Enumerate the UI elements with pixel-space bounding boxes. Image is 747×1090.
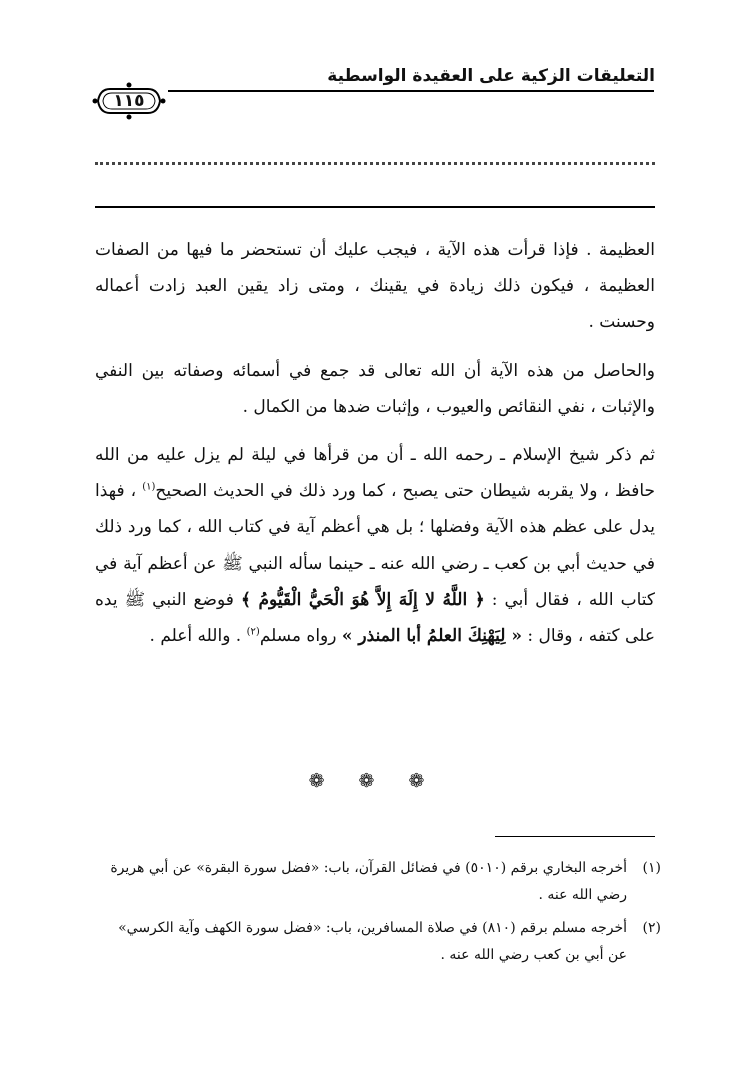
paragraph-3-part-e: . والله أعلم .	[149, 626, 242, 647]
main-text	[95, 232, 655, 654]
paragraph-2: والحاصل من هذه الآية أن الله تعالى قد جمع في أسمائه وصفاته بين النفي والإثبات ، نفي النقائص والعيوب ، وإثبات ضدها من الكمال .	[95, 360, 655, 417]
body-top-rule	[95, 206, 655, 208]
footnotes	[95, 855, 661, 975]
footnote-text: أخرجه البخاري برقم (٥٠١٠) في فضائل القرآن، باب: «فضل سورة البقرة» عن أبي هريرة رضي الله عنه .	[110, 860, 627, 903]
paragraph-3	[95, 437, 655, 654]
footnote-2	[95, 915, 661, 969]
book-title: التعليقات الزكية على العقيدة الواسطية	[327, 66, 655, 86]
page-number-badge	[92, 79, 166, 123]
footnote-rule	[495, 836, 655, 837]
paragraph-3-part-b: ، فهذا يدل على عظم هذه الآية وفضلها ؛ بل هي أعظم آية في كتاب الله ، كما ورد ذلك في حديث أبي بن كعب ـ رضي الله عنه ـ حينما سأله النبي ﷺ عن أعظم آية في كتاب الله ، فقال أبي :	[95, 481, 656, 610]
section-divider-icon: ❁ ❁ ❁	[308, 770, 439, 792]
footnote-ref-1[interactable]: (١)	[142, 481, 156, 493]
footnote-ref-2[interactable]: (٢)	[246, 626, 260, 638]
hadith-quote: « لِيَهْنِكَ العلمُ أبا المنذر »	[341, 626, 523, 647]
dotted-separator	[95, 162, 655, 165]
paragraph-3-part-a: ثم ذكر شيخ الإسلام ـ رحمه الله ـ أن من قرأها في ليلة لم يزل عليه من الله حافظ ، ولا يقربه شيطان حتى يصبح ، كما ورد ذلك في الحديث الصحيح	[95, 445, 656, 502]
footnote-1	[95, 855, 661, 909]
footnote-number: (١)	[642, 860, 661, 876]
quran-verse: ﴿ اللَّهُ لا إِلَهَ إِلاَّ هُوَ الْحَيُّ الْقَيُّومُ ﴾	[240, 589, 485, 610]
paragraph-1: العظيمة . فإذا قرأت هذه الآية ، فيجب عليك أن تستحضر ما فيها من الصفات العظيمة ، فيكون ذلك زيادة في يقينك ، ومتى زاد يقين العبد زادت أعماله وحسنت .	[95, 240, 655, 333]
footnote-text: أخرجه مسلم برقم (٨١٠) في صلاة المسافرين، باب: «فضل سورة الكهف وآية الكرسي» عن أبي بن كعب رضي الله عنه .	[118, 920, 627, 963]
paragraph-3-part-d: رواه مسلم	[259, 626, 337, 647]
footnote-number: (٢)	[642, 920, 661, 936]
header-rule	[168, 90, 654, 92]
page-number: ١١٥	[113, 91, 145, 111]
paragraph-3-part-c: فوضع النبي ﷺ يده على كتفه ، وقال :	[95, 589, 655, 647]
